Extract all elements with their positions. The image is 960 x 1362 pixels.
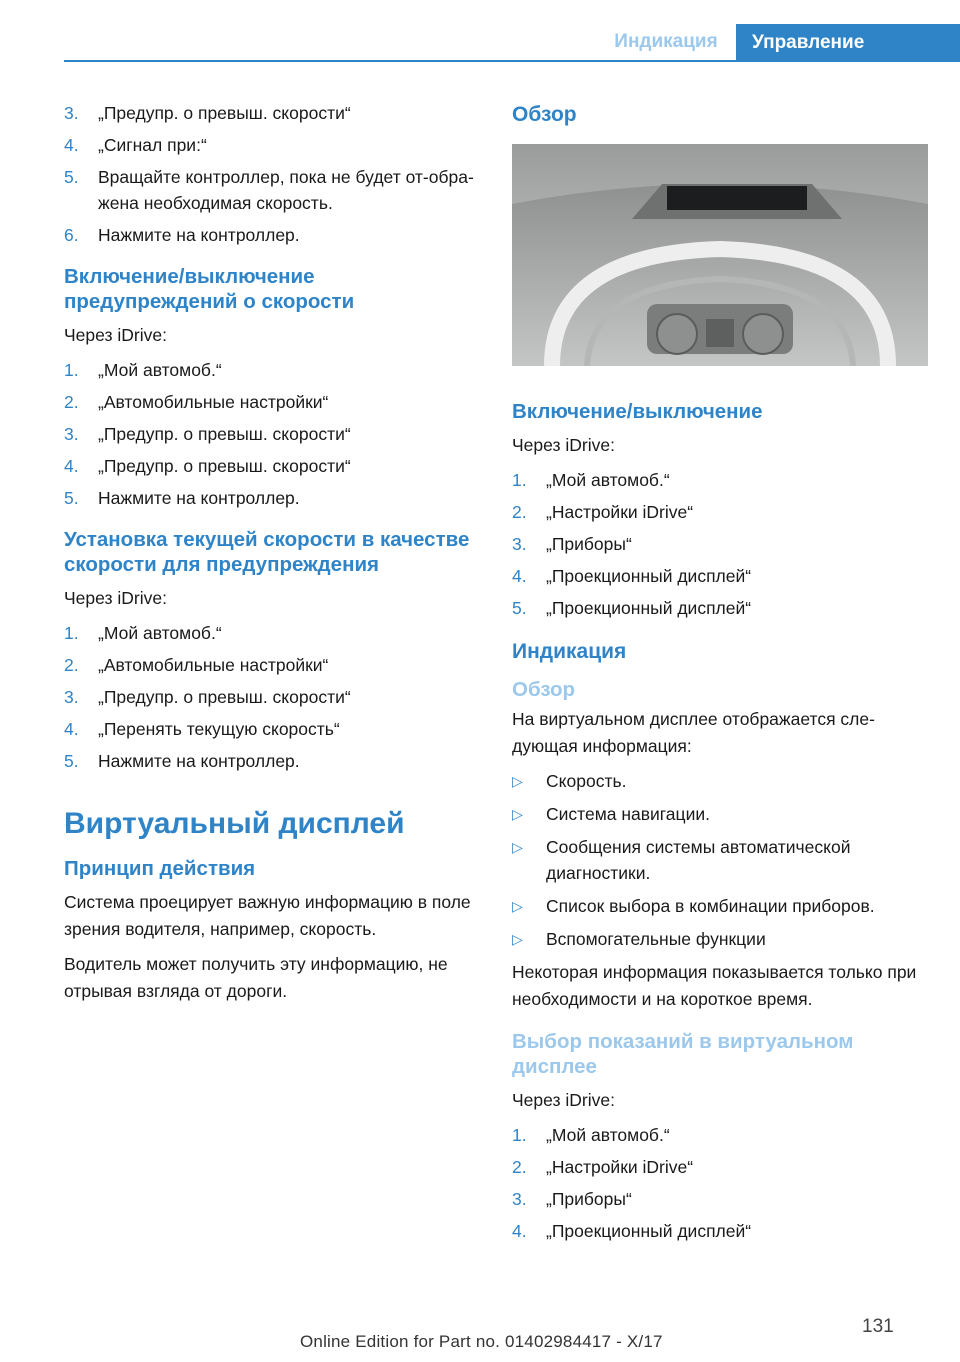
steps-list-b (64, 357, 476, 511)
list-item: ▷ Система навигации. (512, 804, 710, 824)
list-item: 1. „Мой автомоб.“ (512, 1125, 670, 1145)
via-idrive: Через iDrive: (512, 1090, 615, 1110)
list-item: 4. „Перенять текущую скорость“ (64, 719, 340, 739)
list-item: 3. „Предупр. о превыш. скорости“ (64, 424, 351, 444)
paragraph: Водитель может получить эту информацию, не отрывая взгляда от дороги. (64, 954, 448, 1001)
section-heading: Принцип действия (64, 857, 256, 880)
section-heading: Установка текущей скорости в качестве скорости для предупреждения (64, 528, 470, 576)
list-item: 2. „Автомобильные настройки“ (64, 655, 329, 675)
list-item: 4. „Предупр. о превыш. скорости“ (64, 456, 351, 476)
section-heading: Обзор (512, 678, 576, 701)
section-heading: Включение/выключение (512, 400, 763, 423)
paragraph: На виртуальном дисплее отображается сле-дующая информация: (512, 709, 875, 756)
list-item: 1. „Мой автомоб.“ (64, 623, 222, 643)
list-item: 4. „Сигнал при:“ (64, 135, 207, 155)
chapter-title: Виртуальный дисплей (64, 807, 405, 840)
section-heading: Включение/выключение предупреждений о скорости (64, 265, 355, 313)
list-item: 5. Нажмите на контроллер. (64, 751, 300, 771)
header-tab-display[interactable]: Индикация (614, 31, 718, 52)
hud-dashboard-illustration (512, 144, 928, 366)
edition-footer: Online Edition for Part no. 01402984417 - X/17 (300, 1332, 663, 1351)
list-item: 2. „Автомобильные настройки“ (64, 392, 329, 412)
list-item: 2. „Настройки iDrive“ (512, 502, 694, 522)
steps-list-a (512, 467, 930, 621)
paragraph: Некоторая информация показывается только при необходимости и на короткое время. (512, 962, 917, 1009)
via-idrive: Через iDrive: (64, 588, 167, 608)
list-item: 1. „Мой автомоб.“ (512, 470, 670, 490)
left-column (64, 100, 476, 1013)
list-item: 3. „Предупр. о превыш. скорости“ (64, 687, 351, 707)
list-item: ▷ Список выбора в комбинации приборов. (512, 896, 875, 916)
list-item: 4. „Проекционный дисплей“ (512, 1221, 752, 1241)
list-item: 5. „Проекционный дисплей“ (512, 598, 752, 618)
steps-list-a (64, 100, 476, 248)
bullet-list (512, 768, 930, 952)
list-item: 3. „Предупр. о превыш. скорости“ (64, 103, 351, 123)
section-heading: Обзор (512, 103, 577, 126)
list-item: ▷ Скорость. (512, 771, 627, 791)
via-idrive: Через iDrive: (512, 435, 615, 455)
paragraph: Система проецирует важную информацию в поле зрения водителя, например, скорость. (64, 892, 471, 939)
header-tab-controls[interactable]: Управление (736, 24, 960, 62)
list-item: 4. „Проекционный дисплей“ (512, 566, 752, 586)
list-item: 6. Нажмите на контроллер. (64, 225, 300, 245)
right-column (512, 100, 930, 1250)
steps-list-b (512, 1122, 930, 1244)
list-item: 3. „Приборы“ (512, 1189, 632, 1209)
steps-list-c (64, 620, 476, 774)
list-item: 3. „Приборы“ (512, 534, 632, 554)
section-heading: Выбор показаний в виртуальном дисплее (512, 1030, 854, 1078)
list-item: 5. Вращайте контроллер, пока не будет от-ображена необходимая скорость. (64, 167, 474, 213)
page-number: 131 (862, 1316, 894, 1337)
list-item: ▷ Сообщения системы автоматической диагностики. (512, 837, 851, 883)
section-heading: Индикация (512, 640, 627, 663)
list-item: 5. Нажмите на контроллер. (64, 488, 300, 508)
list-item: ▷ Вспомогательные функции (512, 929, 766, 949)
via-idrive: Через iDrive: (64, 325, 167, 345)
list-item: 2. „Настройки iDrive“ (512, 1157, 694, 1177)
list-item: 1. „Мой автомоб.“ (64, 360, 222, 380)
